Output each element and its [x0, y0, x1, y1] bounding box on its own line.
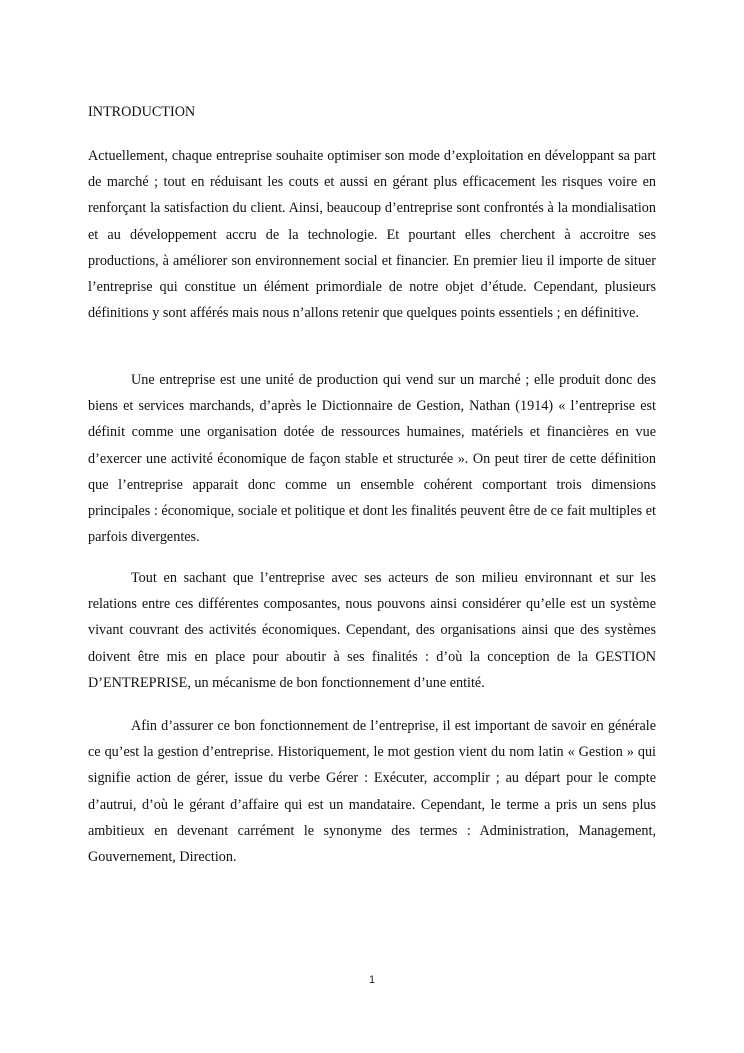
- paragraph-history: Afin d’assurer ce bon fonctionnement de l’entreprise, il est important de savoir en générale ce qu’est la gestion d’entreprise. Historiquement, le mot gestion vient du nom latin « Gestion » qui signifie action de gérer, issue du verbe Gérer : Exécuter, accomplir ; au départ pour le compte d’autrui, d’où le gérant d’affaire qui est un mandataire. Cependant, le terme a pris un sens plus ambitieux en devenant carrément le synonyme des termes : Administration, Management, Gouvernement, Direction.: [88, 718, 656, 866]
- paragraph-system: Tout en sachant que l’entreprise avec ses acteurs de son milieu environnant et sur les relations entre ces différentes composantes, nous pouvons ainsi considérer qu’elle est un système vivant couvrant des activités économiques. Cependant, des organisations ainsi que des systèmes doivent être mis en place pour aboutir à ses finalités : d’où la conception de la GESTION D’ENTREPRISE, un mécanisme de bon fonctionnement d’une entité.: [88, 570, 656, 691]
- section-heading: INTRODUCTION: [88, 104, 196, 120]
- paragraph-definition: Une entreprise est une unité de production qui vend sur un marché ; elle produit donc des biens et services marchands, d’après le Dictionnaire de Gestion, Nathan (1914) « l’entreprise est définit comme une organisation dotée de ressources humaines, matériels et financières en vue d’exercer une activité économique de façon stable et structurée ». On peut tirer de cette définition que l’entreprise apparait donc comme un ensemble cohérent comportant trois dimensions principales : économique, sociale et politique et dont les finalités peuvent être de ce fait multiples et parfois divergentes.: [88, 372, 656, 546]
- paragraph-intro: Actuellement, chaque entreprise souhaite optimiser son mode d’exploitation en développant sa part de marché ; tout en réduisant les couts et aussi en gérant plus efficacement les risques voire en renforçant la satisfaction du client. Ainsi, beaucoup d’entreprise sont confrontés à la mondialisation et au développement accru de la technologie. Et pourtant elles cherchent à accroitre ses productions, à améliorer son environnement social et financier. En premier lieu il importe de situer l’entreprise qui constitue un élément primordiale de notre objet d’étude. Cependant, plusieurs définitions y sont afférés mais nous n’allons retenir que quelques points essentiels ; en définitive.: [88, 148, 656, 322]
- page-number: 1: [368, 974, 376, 986]
